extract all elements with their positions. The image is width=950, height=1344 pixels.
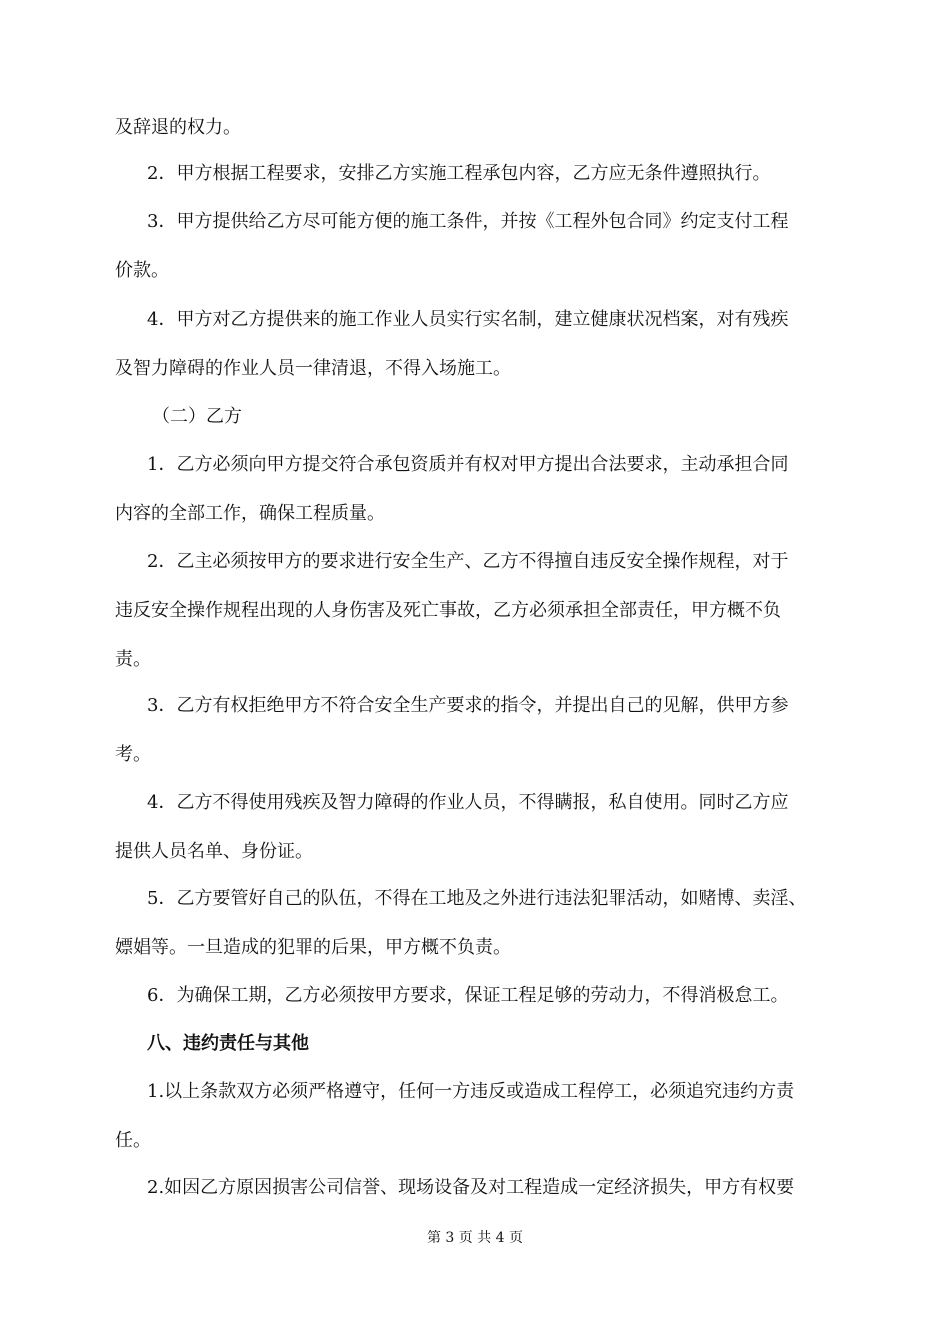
text-line: 嫖娼等。一旦造成的犯罪的后果，甲方概不负责。: [115, 937, 511, 958]
text-line: 2.如因乙方原因损害公司信誉、现场设备及对工程造成一定经济损失，甲方有权要: [147, 1177, 795, 1198]
text-line: 2．甲方根据工程要求，安排乙方实施工程承包内容，乙方应无条件遵照执行。: [147, 163, 771, 184]
section-subheading: （二）乙方: [152, 406, 242, 427]
text-line: 价款。: [115, 260, 169, 281]
text-line: 责。: [115, 649, 151, 670]
section-heading: 八、违约责任与其他: [147, 1033, 309, 1054]
text-line: 内容的全部工作，确保工程质量。: [115, 503, 385, 524]
text-line: 5．乙方要管好自己的队伍，不得在工地及之外进行违法犯罪活动，如赌博、卖淫、: [147, 888, 807, 909]
text-line: 考。: [115, 744, 151, 765]
text-line: 及智力障碍的作业人员一律清退，不得入场施工。: [115, 358, 511, 379]
text-line: 提供人员名单、身份证。: [115, 841, 313, 862]
text-line: 违反安全操作规程出现的人身伤害及死亡事故，乙方必须承担全部责任，甲方概不负: [115, 600, 781, 621]
text-line: 3．乙方有权拒绝甲方不符合安全生产要求的指令，并提出自己的见解，供甲方参: [147, 695, 789, 716]
text-line: 及辞退的权力。: [115, 117, 241, 138]
text-line: 4．乙方不得使用残疾及智力障碍的作业人员，不得瞒报，私自使用。同时乙方应: [147, 792, 789, 813]
text-line: 4．甲方对乙方提供来的施工作业人员实行实名制，建立健康状况档案，对有残疾: [147, 309, 789, 330]
text-line: 1．乙方必须向甲方提交符合承包资质并有权对甲方提出合法要求，主动承担合同: [147, 454, 789, 475]
text-line: 1.以上条款双方必须严格遵守，任何一方违反或造成工程停工，必须追究违约方责: [147, 1081, 795, 1102]
text-line: 任。: [115, 1130, 151, 1151]
text-line: 3．甲方提供给乙方尽可能方便的施工条件，并按《工程外包合同》约定支付工程: [147, 211, 789, 232]
text-line: 2．乙主必须按甲方的要求进行安全生产、乙方不得擅自违反安全操作规程，对于: [147, 551, 789, 572]
text-line: 6．为确保工期，乙方必须按甲方要求，保证工程足够的劳动力，不得消极怠工。: [147, 985, 789, 1006]
page-footer: 第 3 页 共 4 页: [426, 1230, 524, 1246]
